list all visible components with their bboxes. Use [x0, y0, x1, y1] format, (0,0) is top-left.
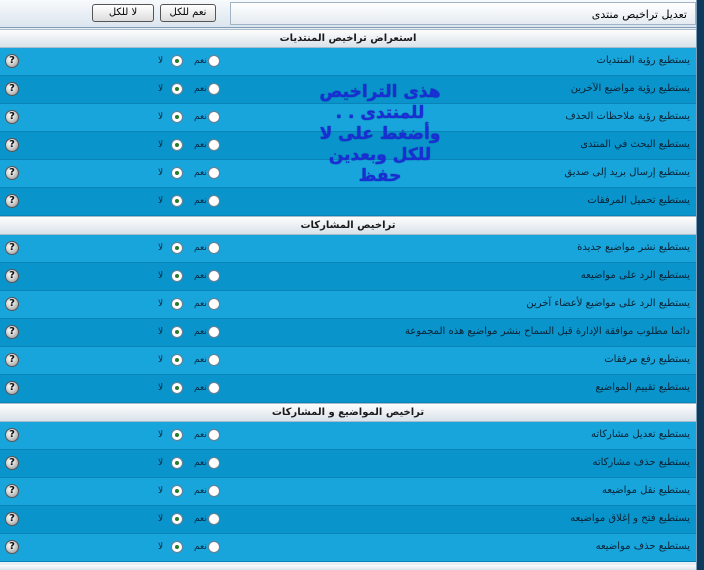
title-cell [230, 2, 696, 25]
help-icon[interactable]: ? [5, 54, 19, 68]
no-radio[interactable] [171, 541, 183, 553]
no-label: لا [158, 271, 164, 281]
no-radio[interactable] [171, 457, 183, 469]
permission-row [0, 319, 696, 347]
no-radio[interactable] [171, 354, 183, 366]
permission-label: يستطيع رفع مرفقات [604, 354, 690, 365]
permission-label: يستطيع نقل مواضيعه [601, 485, 690, 496]
overlay-line: للمنتدى . . [335, 103, 425, 123]
permission-label: يستطيع فتح و إغلاق مواضيعه [570, 513, 690, 524]
yes-no-radio-group [158, 513, 222, 527]
permission-label: يستطيع رؤية مواضيع الآخرين [570, 83, 690, 94]
yes-label: نعم [194, 486, 207, 496]
no-label: لا [158, 168, 164, 178]
no-label: لا [158, 486, 164, 496]
permission-row [0, 263, 696, 291]
permission-label: يستطيع تعديل مشاركاته [591, 429, 690, 440]
no-label: لا [158, 514, 164, 524]
permission-label: يستطيع الرد على مواضيعه [580, 270, 690, 281]
yes-label: نعم [194, 56, 207, 66]
yes-radio[interactable] [208, 354, 220, 366]
yes-to-all-button[interactable]: نعم للكل [160, 4, 216, 22]
section-header-view: استعراض تراخيص المنتديات [0, 29, 696, 48]
permission-row [0, 534, 696, 562]
help-icon[interactable]: ? [5, 512, 19, 526]
section-header-posts: تراخيص المشاركات [0, 216, 696, 235]
yes-label: نعم [194, 299, 207, 309]
yes-radio[interactable] [208, 167, 220, 179]
help-icon[interactable]: ? [5, 325, 19, 339]
help-icon[interactable]: ? [5, 241, 19, 255]
permission-row [0, 48, 696, 76]
no-label: لا [158, 458, 164, 468]
permission-row [0, 291, 696, 319]
yes-radio[interactable] [208, 541, 220, 553]
yes-label: نعم [194, 383, 207, 393]
no-radio[interactable] [171, 429, 183, 441]
permission-label: يستطيع إرسال بريد إلى صديق [564, 167, 690, 178]
no-radio[interactable] [171, 83, 183, 95]
overlay-line: حفظ [358, 166, 402, 186]
help-icon[interactable]: ? [5, 456, 19, 470]
yes-no-radio-group [158, 298, 222, 312]
help-icon[interactable]: ? [5, 166, 19, 180]
permission-label: دائما مطلوب موافقة الإدارة قبل السماح بنشر مواضيع هذه المجموعة [404, 326, 690, 337]
help-icon[interactable]: ? [5, 428, 19, 442]
permission-label: يستطيع حذف مشاركاته [592, 457, 690, 468]
help-icon[interactable]: ? [5, 540, 19, 554]
no-radio[interactable] [171, 242, 183, 254]
yes-label: نعم [194, 168, 207, 178]
yes-no-radio-group [158, 195, 222, 209]
no-label: لا [158, 243, 164, 253]
overlay-line: هذى التراخيص [319, 82, 441, 102]
no-label: لا [158, 355, 164, 365]
yes-label: نعم [194, 84, 207, 94]
title-bar [0, 0, 696, 28]
no-radio[interactable] [171, 111, 183, 123]
help-icon[interactable]: ? [5, 269, 19, 283]
yes-no-radio-group [158, 541, 222, 555]
no-label: لا [158, 430, 164, 440]
yes-no-radio-group [158, 457, 222, 471]
no-label: لا [158, 327, 164, 337]
permission-label: يستطيع نشر مواضيع جديدة [577, 242, 690, 253]
no-radio[interactable] [171, 195, 183, 207]
yes-radio[interactable] [208, 195, 220, 207]
permission-label: يستطيع رؤية المنتديات [596, 55, 690, 66]
overlay-instruction-text [300, 82, 460, 187]
yes-label: نعم [194, 430, 207, 440]
yes-radio[interactable] [208, 139, 220, 151]
no-label: لا [158, 56, 164, 66]
yes-label: نعم [194, 355, 207, 365]
yes-label: نعم [194, 542, 207, 552]
yes-radio[interactable] [208, 485, 220, 497]
no-label: لا [158, 140, 164, 150]
no-label: لا [158, 84, 164, 94]
no-radio[interactable] [171, 485, 183, 497]
yes-label: نعم [194, 243, 207, 253]
yes-no-radio-group [158, 83, 222, 97]
yes-no-radio-group [158, 55, 222, 69]
yes-label: نعم [194, 458, 207, 468]
yes-no-radio-group [158, 485, 222, 499]
yes-label: نعم [194, 196, 207, 206]
yes-no-radio-group [158, 167, 222, 181]
yes-no-radio-group [158, 354, 222, 368]
help-icon[interactable]: ? [5, 353, 19, 367]
next-section-header-cut [0, 565, 696, 570]
yes-no-radio-group [158, 242, 222, 256]
permission-label: يستطيع البحث في المنتدى [580, 139, 690, 150]
no-label: لا [158, 196, 164, 206]
yes-label: نعم [194, 140, 207, 150]
yes-radio[interactable] [208, 55, 220, 67]
yes-label: نعم [194, 112, 207, 122]
help-icon[interactable]: ? [5, 138, 19, 152]
help-icon[interactable]: ? [5, 484, 19, 498]
section-header-topics: تراخيص المواضيع و المشاركات [0, 403, 696, 422]
no-label: لا [158, 112, 164, 122]
yes-no-radio-group [158, 429, 222, 443]
yes-no-radio-group [158, 139, 222, 153]
permission-row [0, 188, 696, 216]
no-radio[interactable] [171, 167, 183, 179]
help-icon[interactable]: ? [5, 110, 19, 124]
permission-row [0, 422, 696, 450]
no-to-all-button[interactable]: لا للكل [92, 4, 154, 22]
yes-radio[interactable] [208, 429, 220, 441]
no-label: لا [158, 383, 164, 393]
yes-radio[interactable] [208, 298, 220, 310]
no-radio[interactable] [171, 139, 183, 151]
yes-no-radio-group [158, 111, 222, 125]
yes-no-radio-group [158, 382, 222, 396]
yes-radio[interactable] [208, 242, 220, 254]
no-radio[interactable] [171, 298, 183, 310]
yes-radio[interactable] [208, 513, 220, 525]
yes-label: نعم [194, 271, 207, 281]
overlay-line: وأضغط على لا [319, 124, 441, 144]
help-icon[interactable]: ? [5, 82, 19, 96]
yes-radio[interactable] [208, 111, 220, 123]
no-radio[interactable] [171, 382, 183, 394]
overlay-line: للكل وبعدين [328, 145, 432, 165]
no-radio[interactable] [171, 55, 183, 67]
permission-label: يستطيع تقييم المواضيع [595, 382, 690, 393]
yes-no-radio-group [158, 326, 222, 340]
yes-radio[interactable] [208, 83, 220, 95]
permission-row [0, 506, 696, 534]
permission-label: يستطيع تحميل المرفقات [587, 195, 690, 206]
yes-label: نعم [194, 327, 207, 337]
yes-no-radio-group [158, 270, 222, 284]
yes-radio[interactable] [208, 382, 220, 394]
no-radio[interactable] [171, 513, 183, 525]
permission-row [0, 347, 696, 375]
permission-row [0, 478, 696, 506]
yes-label: نعم [194, 514, 207, 524]
yes-radio[interactable] [208, 457, 220, 469]
permission-label: يستطيع حذف مواضيعه [595, 541, 690, 552]
no-radio[interactable] [171, 326, 183, 338]
yes-radio[interactable] [208, 326, 220, 338]
permission-label: يستطيع الرد على مواضيع لأعضاء آخرين [526, 298, 690, 309]
permission-row [0, 235, 696, 263]
help-icon[interactable]: ? [5, 381, 19, 395]
permission-row [0, 450, 696, 478]
permission-row [0, 375, 696, 403]
help-icon[interactable]: ? [5, 194, 19, 208]
yes-radio[interactable] [208, 270, 220, 282]
no-label: لا [158, 542, 164, 552]
permission-label: يستطيع رؤية ملاحظات الحذف [565, 111, 690, 122]
help-icon[interactable]: ? [5, 297, 19, 311]
no-label: لا [158, 299, 164, 309]
page-title: تعديل تراخيص منتدى [591, 8, 687, 21]
no-radio[interactable] [171, 270, 183, 282]
page-edge [697, 0, 704, 570]
